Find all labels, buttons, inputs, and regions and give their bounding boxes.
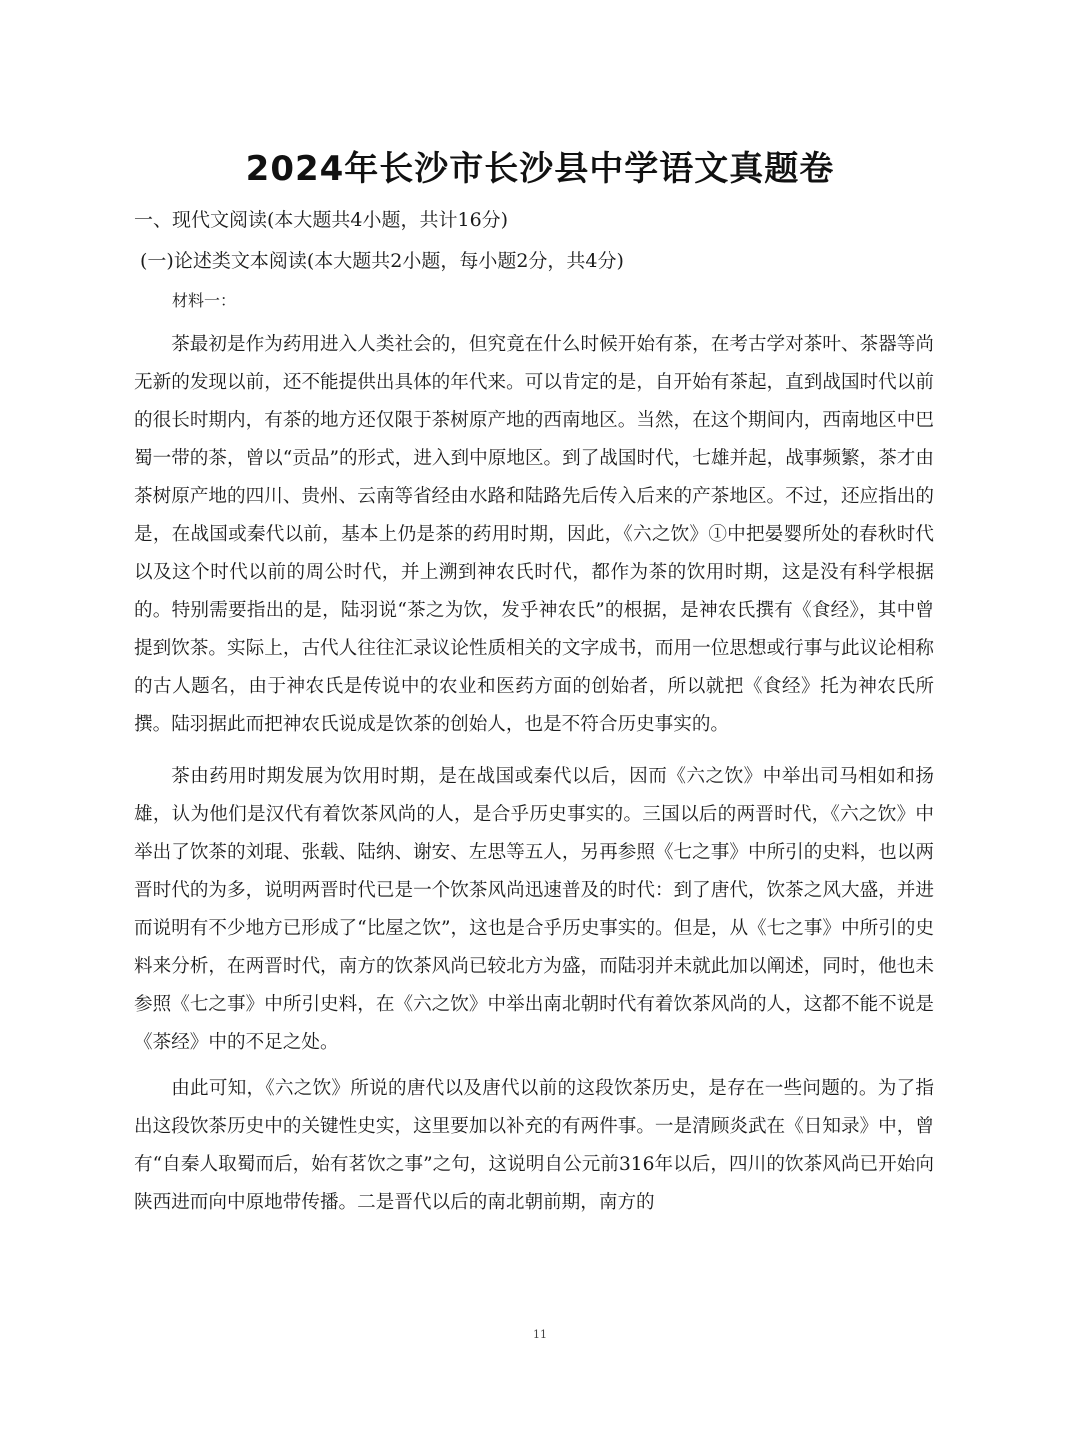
document-title: 2024年长沙市长沙县中学语文真题卷 [245,149,835,189]
sub-section-heading: (一)论述类文本阅读(本大题共2小题，每小题2分，共4分) [140,250,624,272]
paragraph-3: 由此可知，《六之饮》所说的唐代以及唐代以前的这段饮茶历史，是存在一些问题的。为了指出这段饮茶历史中的关键性史实，这里要加以补充的有两件事。一是清顾炎武在《日知录》中，曾有“自秦人取蜀而后，始有茗饮之事”之句，这说明自公元前316年以后，四川的饮茶风尚已开始向陕西进而向中原地带传播。二是晋代以后的南北朝前期，南方的 [134,1078,934,1213]
material-label: 材料一： [172,291,237,310]
reading-passage [134,326,934,1222]
paragraph-1: 茶最初是作为药用进入人类社会的，但究竟在什么时候开始有茶，在考古学对茶叶、茶器等尚无新的发现以前，还不能提供出具体的年代来。可以肯定的是，自开始有茶起，直到战国时代以前的很长时期内，有茶的地方还仅限于茶树原产地的西南地区。当然，在这个期间内，西南地区中巴蜀一带的茶，曾以“贡品”的形式，进入到中原地区。到了战国时代，七雄并起，战事频繁，茶才由茶树原产地的四川、贵州、云南等省经由水路和陆路先后传入后来的产茶地区。不过，还应指出的是，在战国或秦代以前，基本上仍是茶的药用时期，因此，《六之饮》①中把晏婴所处的春秋时代以及这个时代以前的周公时代，并上溯到神农氏时代，都作为茶的饮用时期，这是没有科学根据的。特别需要指出的是，陆羽说“茶之为饮，发乎神农氏”的根据，是神农氏撰有《食经》，其中曾提到饮茶。实际上，古代人往往汇录议论性质相关的文字成书，而用一位思想或行事与此议论相称的古人题名，由于神农氏是传说中的农业和医药方面的创始者，所以就把《食经》托为神农氏所撰。陆羽据此而把神农氏说成是饮茶的创始人，也是不符合历史事实的。 [134,334,934,735]
section-heading: 一、现代文阅读(本大题共4小题，共计16分) [134,209,509,231]
paragraph-2: 茶由药用时期发展为饮用时期，是在战国或秦代以后，因而《六之饮》中举出司马相如和扬雄，认为他们是汉代有着饮茶风尚的人，是合乎历史事实的。三国以后的两晋时代，《六之饮》中举出了饮茶的刘琨、张载、陆纳、谢安、左思等五人，另再参照《七之事》中所引的史料，也以两晋时代的为多，说明两晋时代已是一个饮茶风尚迅速普及的时代：到了唐代，饮茶之风大盛，并进而说明有不少地方已形成了“比屋之饮”，这也是合乎历史事实的。但是，从《七之事》中所引的史料来分析，在两晋时代，南方的饮茶风尚已较北方为盛，而陆羽并未就此加以阐述，同时，他也未参照《七之事》中所引史料，在《六之饮》中举出南北朝时代有着饮茶风尚的人，这都不能不说是《茶经》中的不足之处。 [134,766,934,1053]
page-number: 11 [533,1328,547,1341]
